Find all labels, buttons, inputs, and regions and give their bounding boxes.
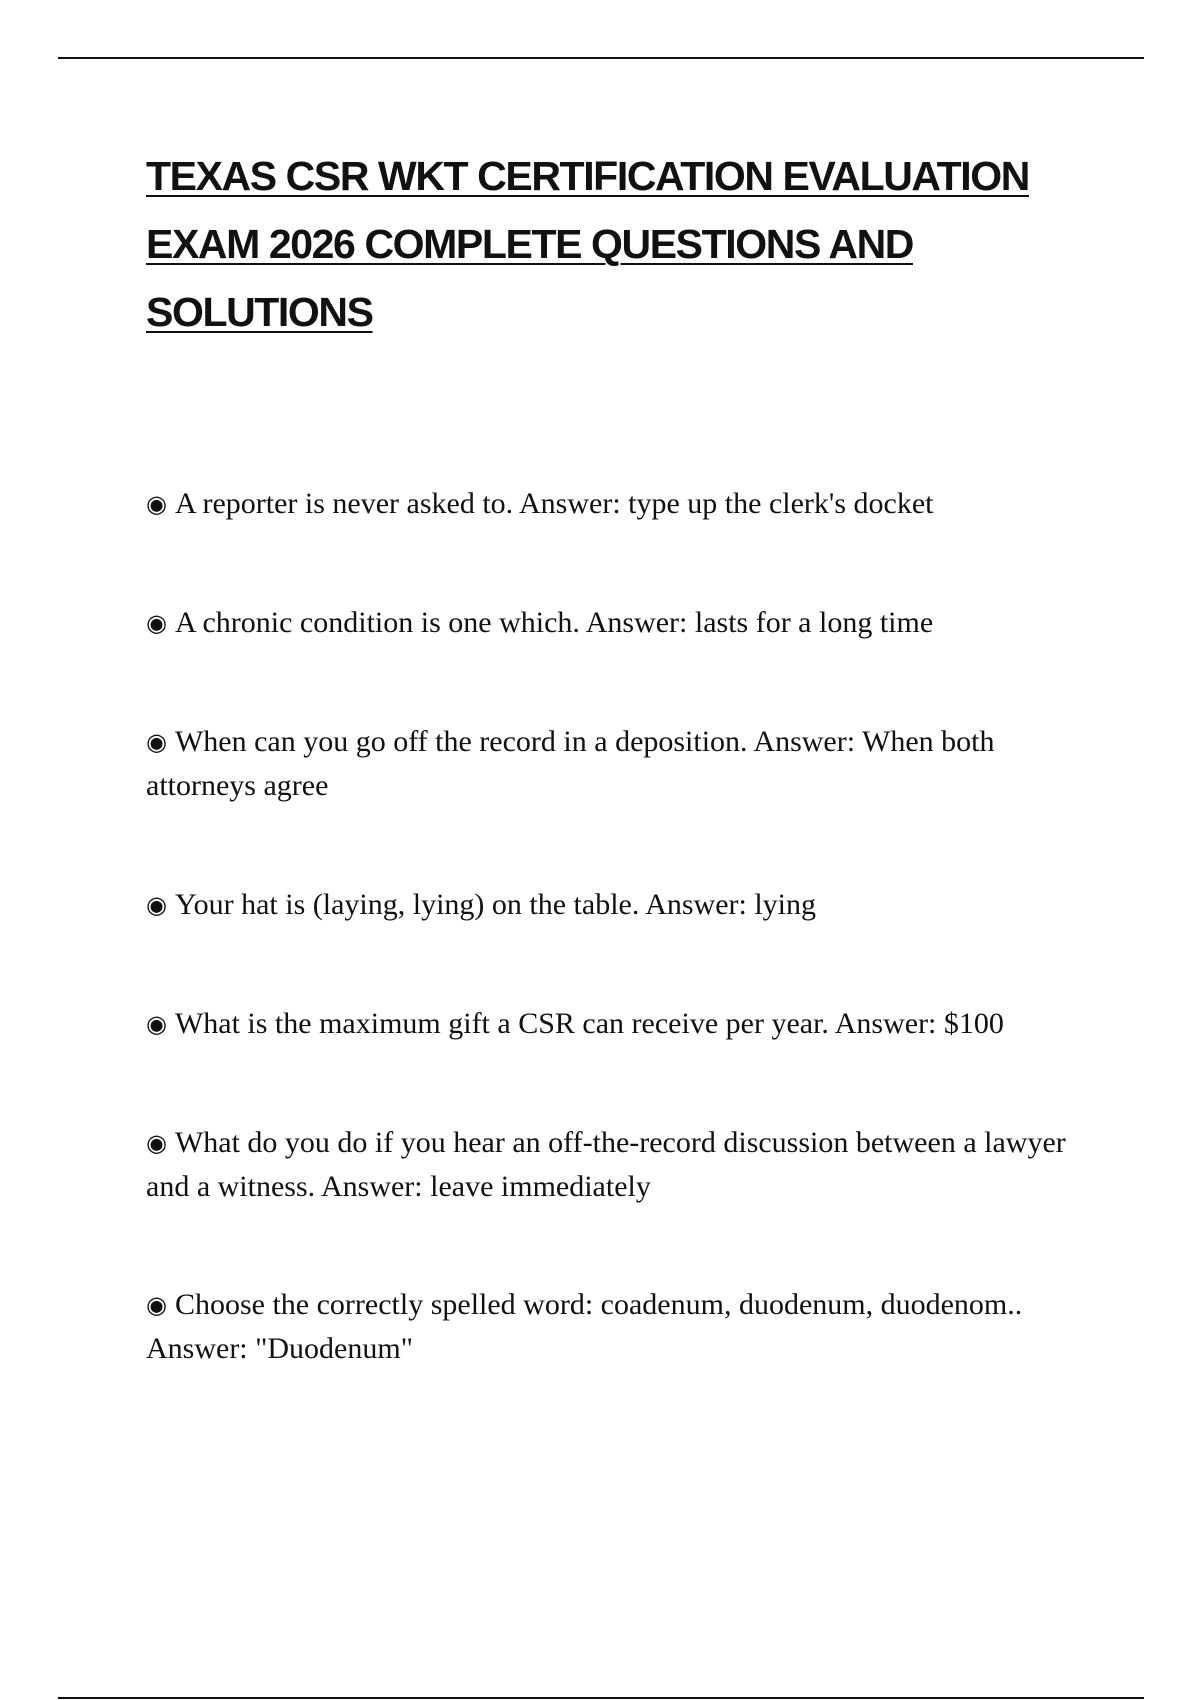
qa-item — [146, 601, 1106, 645]
fisheye-bullet-icon: ◉ — [146, 1291, 167, 1319]
qa-item — [146, 883, 1106, 927]
fisheye-bullet-icon: ◉ — [146, 728, 167, 756]
qa-item — [146, 1283, 1106, 1370]
title-line-3: SOLUTIONS — [146, 289, 373, 335]
qa-item — [146, 1002, 1106, 1046]
document-title — [146, 142, 1106, 346]
qa-item — [146, 482, 1106, 526]
fisheye-bullet-icon: ◉ — [146, 1129, 167, 1157]
title-line-2: EXAM 2026 COMPLETE QUESTIONS AND — [146, 221, 913, 267]
qa-item-text: Your hat is (laying, lying) on the table. Answer: lying — [174, 888, 817, 921]
bottom-divider — [58, 1697, 1144, 1699]
qa-item-text: When can you go off the record in a deposition. Answer: When both attorneys agree — [146, 725, 995, 802]
title-line-1: TEXAS CSR WKT CERTIFICATION EVALUATION — [146, 153, 1029, 199]
fisheye-bullet-icon: ◉ — [146, 490, 167, 518]
qa-item-text: What do you do if you hear an off-the-record discussion between a lawyer and a witness. Answer: leave immediately — [146, 1126, 1066, 1203]
fisheye-bullet-icon: ◉ — [146, 1010, 167, 1038]
fisheye-bullet-icon: ◉ — [146, 609, 167, 637]
qa-item — [146, 720, 1106, 807]
fisheye-bullet-icon: ◉ — [146, 891, 167, 919]
qa-item-text: What is the maximum gift a CSR can receive per year. Answer: $100 — [174, 1007, 1004, 1040]
qa-item-text: A chronic condition is one which. Answer: lasts for a long time — [174, 606, 934, 639]
qa-item-text: Choose the correctly spelled word: coadenum, duodenum, duodenom.. Answer: "Duodenum" — [146, 1288, 1023, 1365]
top-divider — [58, 57, 1144, 59]
qa-item-text: A reporter is never asked to. Answer: type up the clerk's docket — [174, 487, 934, 520]
qa-item — [146, 1121, 1106, 1208]
